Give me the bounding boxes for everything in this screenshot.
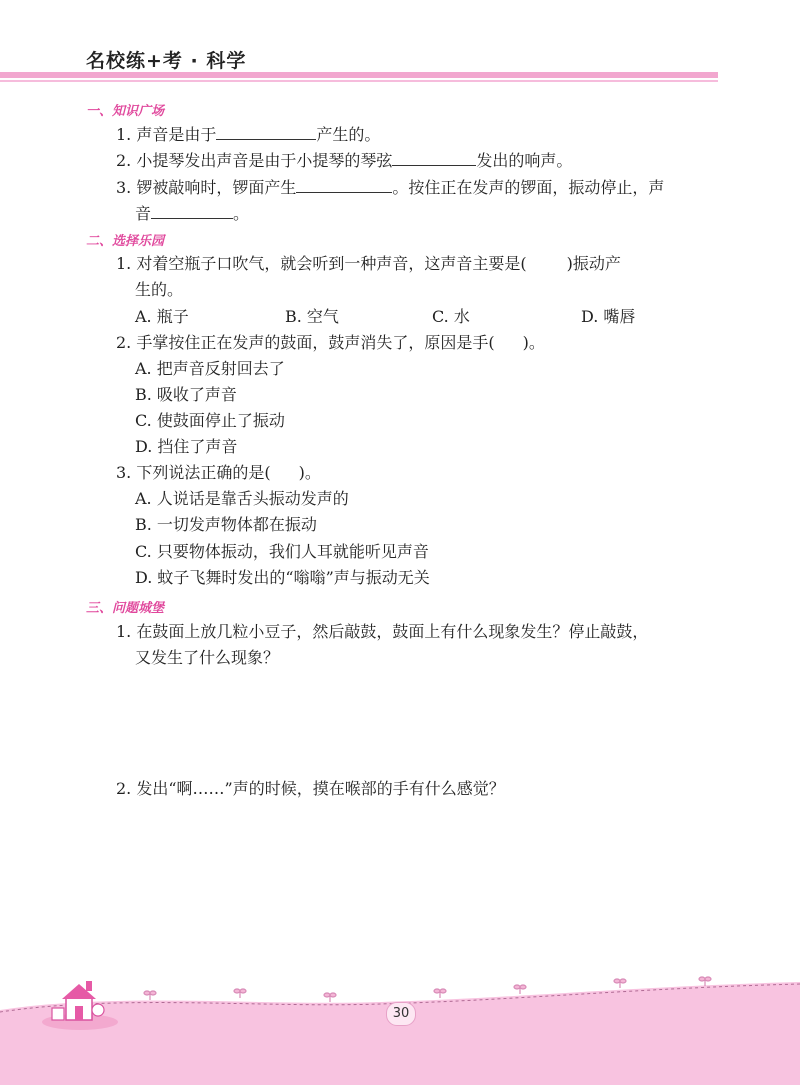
- answer-blank[interactable]: [151, 202, 233, 219]
- section-3-title: 三、问题城堡: [86, 601, 165, 616]
- p3-question-2: 2. 发出“啊……”声的时候，摸在喉部的手有什么感觉？: [116, 779, 505, 798]
- option-d[interactable]: D. 嘴唇: [581, 307, 636, 326]
- option-b[interactable]: B. 吸收了声音: [135, 385, 237, 404]
- option-b[interactable]: B. 空气: [285, 307, 339, 326]
- answer-blank[interactable]: [216, 123, 316, 140]
- option-d[interactable]: D. 挡住了声音: [135, 437, 238, 456]
- p3-question-1: 1. 在鼓面上放几粒小豆子，然后敲鼓，鼓面上有什么现象发生？停止敲鼓，: [116, 622, 649, 641]
- option-b[interactable]: B. 一切发声物体都在振动: [135, 515, 317, 534]
- p1-question-1: 1. 声音是由于 产生的。: [116, 125, 381, 144]
- option-c[interactable]: C. 只要物体振动，我们人耳就能听见声音: [135, 542, 429, 561]
- section-2-title: 二、选择乐园: [86, 234, 165, 249]
- book-title: 名校练+考 · 科学: [86, 50, 247, 72]
- header-divider: [0, 72, 718, 82]
- p2-question-1-cont: 生的。: [135, 280, 184, 299]
- p1-question-3: 3. 锣被敲响时，锣面产生 。按住正在发声的锣面，振动停止，声: [116, 178, 665, 197]
- option-c[interactable]: C. 水: [432, 307, 470, 326]
- option-a[interactable]: A. 把声音反射回去了: [135, 359, 285, 378]
- answer-blank[interactable]: [296, 176, 392, 193]
- p2-question-2: 2. 手掌按住正在发声的鼓面，鼓声消失了，原因是手( )。: [116, 333, 545, 352]
- option-c[interactable]: C. 使鼓面停止了振动: [135, 411, 285, 430]
- option-a[interactable]: A. 人说话是靠舌头振动发声的: [135, 489, 349, 508]
- p2-question-1: 1. 对着空瓶子口吹气，就会听到一种声音，这声音主要是( )振动产: [116, 254, 621, 273]
- p2-question-3: 3. 下列说法正确的是( )。: [116, 463, 321, 482]
- option-d[interactable]: D. 蚊子飞舞时发出的“嗡嗡”声与振动无关: [135, 568, 430, 587]
- option-a[interactable]: A. 瓶子: [135, 307, 189, 326]
- p1-question-3-cont: 音 。: [135, 204, 250, 223]
- p1-question-2: 2. 小提琴发出声音是由于小提琴的琴弦 发出的响声。: [116, 151, 573, 170]
- answer-blank[interactable]: [392, 149, 476, 166]
- p3-question-1-cont: 又发生了什么现象？: [135, 648, 280, 667]
- footer-decoration: [0, 972, 800, 1085]
- page-number: 30: [386, 1002, 416, 1026]
- section-1-title: 一、知识广场: [86, 104, 165, 119]
